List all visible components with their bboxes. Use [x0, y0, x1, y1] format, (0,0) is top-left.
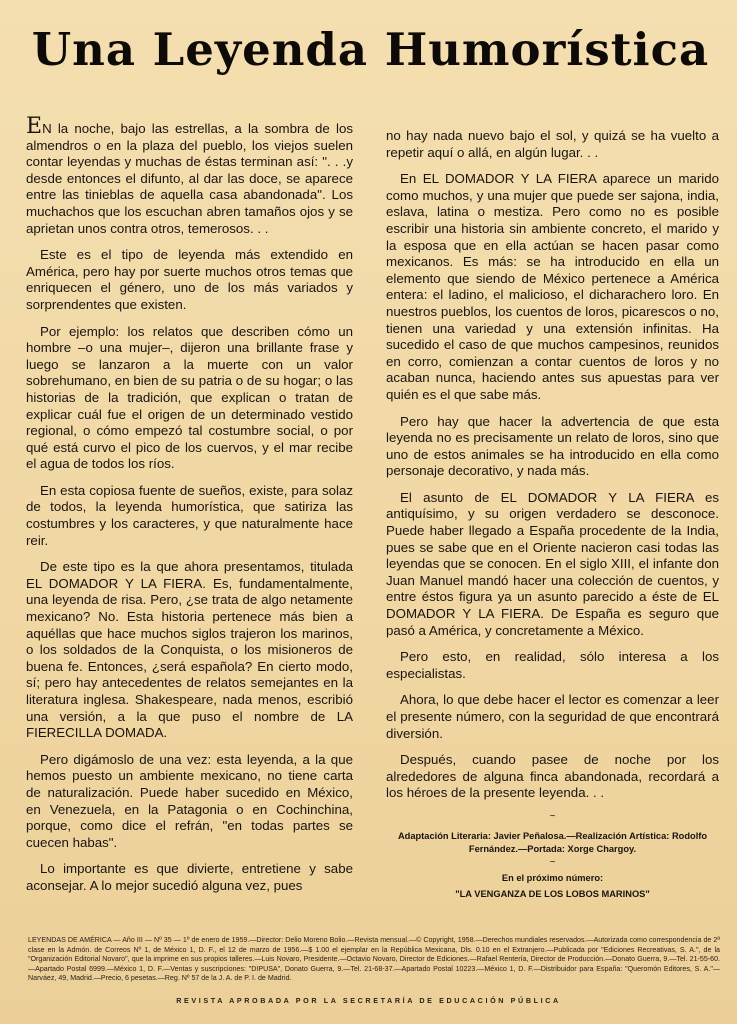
paragraph: El asunto de EL DOMADOR Y LA FIERA es antiquísimo, y su origen verdadero se desconoce. Puede haber llegado a España procedente de la India, pues se sabe que en el Oriente nacieron casi todas las leyendas que se conocen. En el siglo XIII, el infante don Juan Manuel mandó hacer una colección de cuentos, y entre éstos figura ya un asunto parecido a éste de EL DOMADOR Y LA FIERA. De España es seguro que pasó a América, y concretamente a México.: [386, 489, 719, 638]
paragraph: no hay nada nuevo bajo el sol, y quizá se ha vuelto a repetir aquí o allá, en algún lugar. . .: [386, 128, 719, 160]
paragraph: Este es el tipo de leyenda más extendido en América, pero hay por suerte muchos otros temas que enriquecen el género, uno de los más variados y sorprendentes que existen.: [26, 247, 353, 312]
paragraph: [26, 114, 353, 237]
separator-tilde: ~: [549, 810, 556, 822]
paragraph: Lo importante es que divierte, entretiene y sabe aconsejar. A lo mejor sucedió alguna vez, pues: [26, 861, 353, 893]
paragraph: En EL DOMADOR Y LA FIERA aparece un marido como muchos, y una mujer que puede ser sajona, india, eslava, latina o mestiza. Pero como no es posible escribir una historia sin ambiente concreto, el marido y la esposa que en ella actúan se hacen pasar como mexicanos. Es más: se ha introducido en ella un elemento que siendo de México pertenece a América entera: el ladino, el malicioso, el dicharachero loro. En nuestros pueblos, los cuentos de loros, picarescos o no, tienen una variedad y una extensión infinitas. Ha sucedido el caso de que muchos campesinos, reunidos en corro, comienzan a contar cuentos de loros y no acaban nunca, haciendo antes sus apuestas para ver quién es el que sabe más.: [386, 171, 719, 402]
separator-tilde: ~: [549, 856, 556, 868]
approval-line: REVISTA APROBADA POR LA SECRETARÍA DE EDUCACIÓN PÚBLICA: [176, 996, 561, 1005]
paragraph: Por ejemplo: los relatos que describen cómo un hombre –o una mujer–, dijeron una brillante frase y luego se lanzaron a la muerte con un valor sobrehumano, en bien de su patria o de su hogar; o las historias de la tradición, que explican o tratan de explicar cuál fue el origen de un determinado vestido regional, o cómo empezó tal costumbre social, o por qué está curvo el pico de los cuervos, y el mar recibe el agua de todos los ríos.: [26, 323, 353, 472]
paragraph: Pero digámoslo de una vez: esta leyenda, a la que hemos puesto un ambiente mexicano, no tiene carta de naturalización. Puede haber sucedido en México, en Venezuela, en la Patagonia o en Cochinchina, porque, como dice el refrán, "en todas partes se cuecen habas".: [26, 751, 353, 850]
publication-footer: LEYENDAS DE AMÉRICA — Año III — Nº 35 — 1º de enero de 1959.—Director: Delio Moreno Bolio.—Revista mensual.—© Copyright, 1958.—Derechos mundiales reservados.—Autorizada como correspondencia de 2ª clase en la Admón. de Correos Nº 1, de México 1, D. F., el 12 de marzo de 1956.—$ 1.00 el ejemplar en la República Mexicana, Dls. 0.10 en el Extranjero.—Publicada por "Ediciones Recreativas, S. A.", de la "Organización Editorial Novaro", que la imprime en sus propios talleres.—Luis Novaro, Presidente.—Octavio Novaro, Director de Ediciones.—Rafael Rentería, Director de Producción.—Donato Guerra, 9.—Tel. 21-55-60.—Apartado Postal 6999.—México 1, D. F.—Ventas y suscripciones: "DIPUSA", Donato Guerra, 9.—Tel. 21-68-37.—Apartado Postal 10223.—México 1, D. F.—Distribuidor para España: "Queromón Editores, S. A."—Narváez, 49, Madrid.—Precio, 6 pesetas.—Reg. Nº 57 de la J. A. de P. I. de Madrid.: [28, 936, 720, 983]
paragraph: En esta copiosa fuente de sueños, existe, para solaz de todos, la leyenda humorística, que satiriza las costumbres y los caracteres, y que naturalmente hace reir.: [26, 482, 353, 548]
paragraph: Ahora, lo que debe hacer el lector es comenzar a leer el presente número, con la seguridad de que encontrará diversión.: [386, 692, 719, 741]
paragraph: Después, cuando pasee de noche por los alrededores de alguna finca abandonada, recordará a los héroes de la presente leyenda. . .: [386, 752, 719, 801]
right-column: [386, 128, 719, 900]
next-issue-title: "LA VENGANZA DE LOS LOBOS MARINOS": [455, 888, 650, 899]
credits: Adaptación Literaria: Javier Peñalosa.—Realización Artística: Rodolfo Fernández.—Portada: Xorge Chargoy.: [397, 830, 708, 854]
page-title: Una Leyenda Humorística: [31, 23, 710, 76]
paragraph: Pero hay que hacer la advertencia de que esta leyenda no es precisamente un relato de loros, sino que uno de estos animales se ha introducido en ella como personaje decorativo, y nada más.: [386, 413, 719, 479]
paragraph: Pero esto, en realidad, sólo interesa a los especialistas.: [386, 649, 719, 681]
drop-cap: E: [26, 114, 43, 139]
left-column: [26, 114, 353, 905]
paragraph-text: N la noche, bajo las estrellas, a la sombra de los almendros o en la plaza del pueblo, los viejos suelen contar leyendas y muchas de éstas terminan así: ". . .y desde entonces el difunto, al dar las doce, se aparece entre las tinieblas de aquella casa abandonada". Los muchachos que los escuchan abren tamaños ojos y se aprietan unos contra otros, temerosos. . .: [26, 121, 353, 236]
next-issue-label: En el próximo número:: [501, 872, 604, 883]
paragraph: De este tipo es la que ahora presentamos, titulada EL DOMADOR Y LA FIERA. Es, fundamentalmente, una leyenda de risa. Pero, ¿se trata de algo netamente mexicano? No. Esta historia pertenece más bien a aquéllas que hace muchos siglos trajeron los marinos, o los soldados de la Conquista, o los misioneros de buena fe. Entonces, ¿será española? En cierto modo, sí; pero hay antecedentes de relatos semejantes en la literatura inglesa. Shakespeare, nada menos, escribió una versión, a la que puso el nombre de LA FIERECILLA DOMADA.: [26, 559, 353, 741]
